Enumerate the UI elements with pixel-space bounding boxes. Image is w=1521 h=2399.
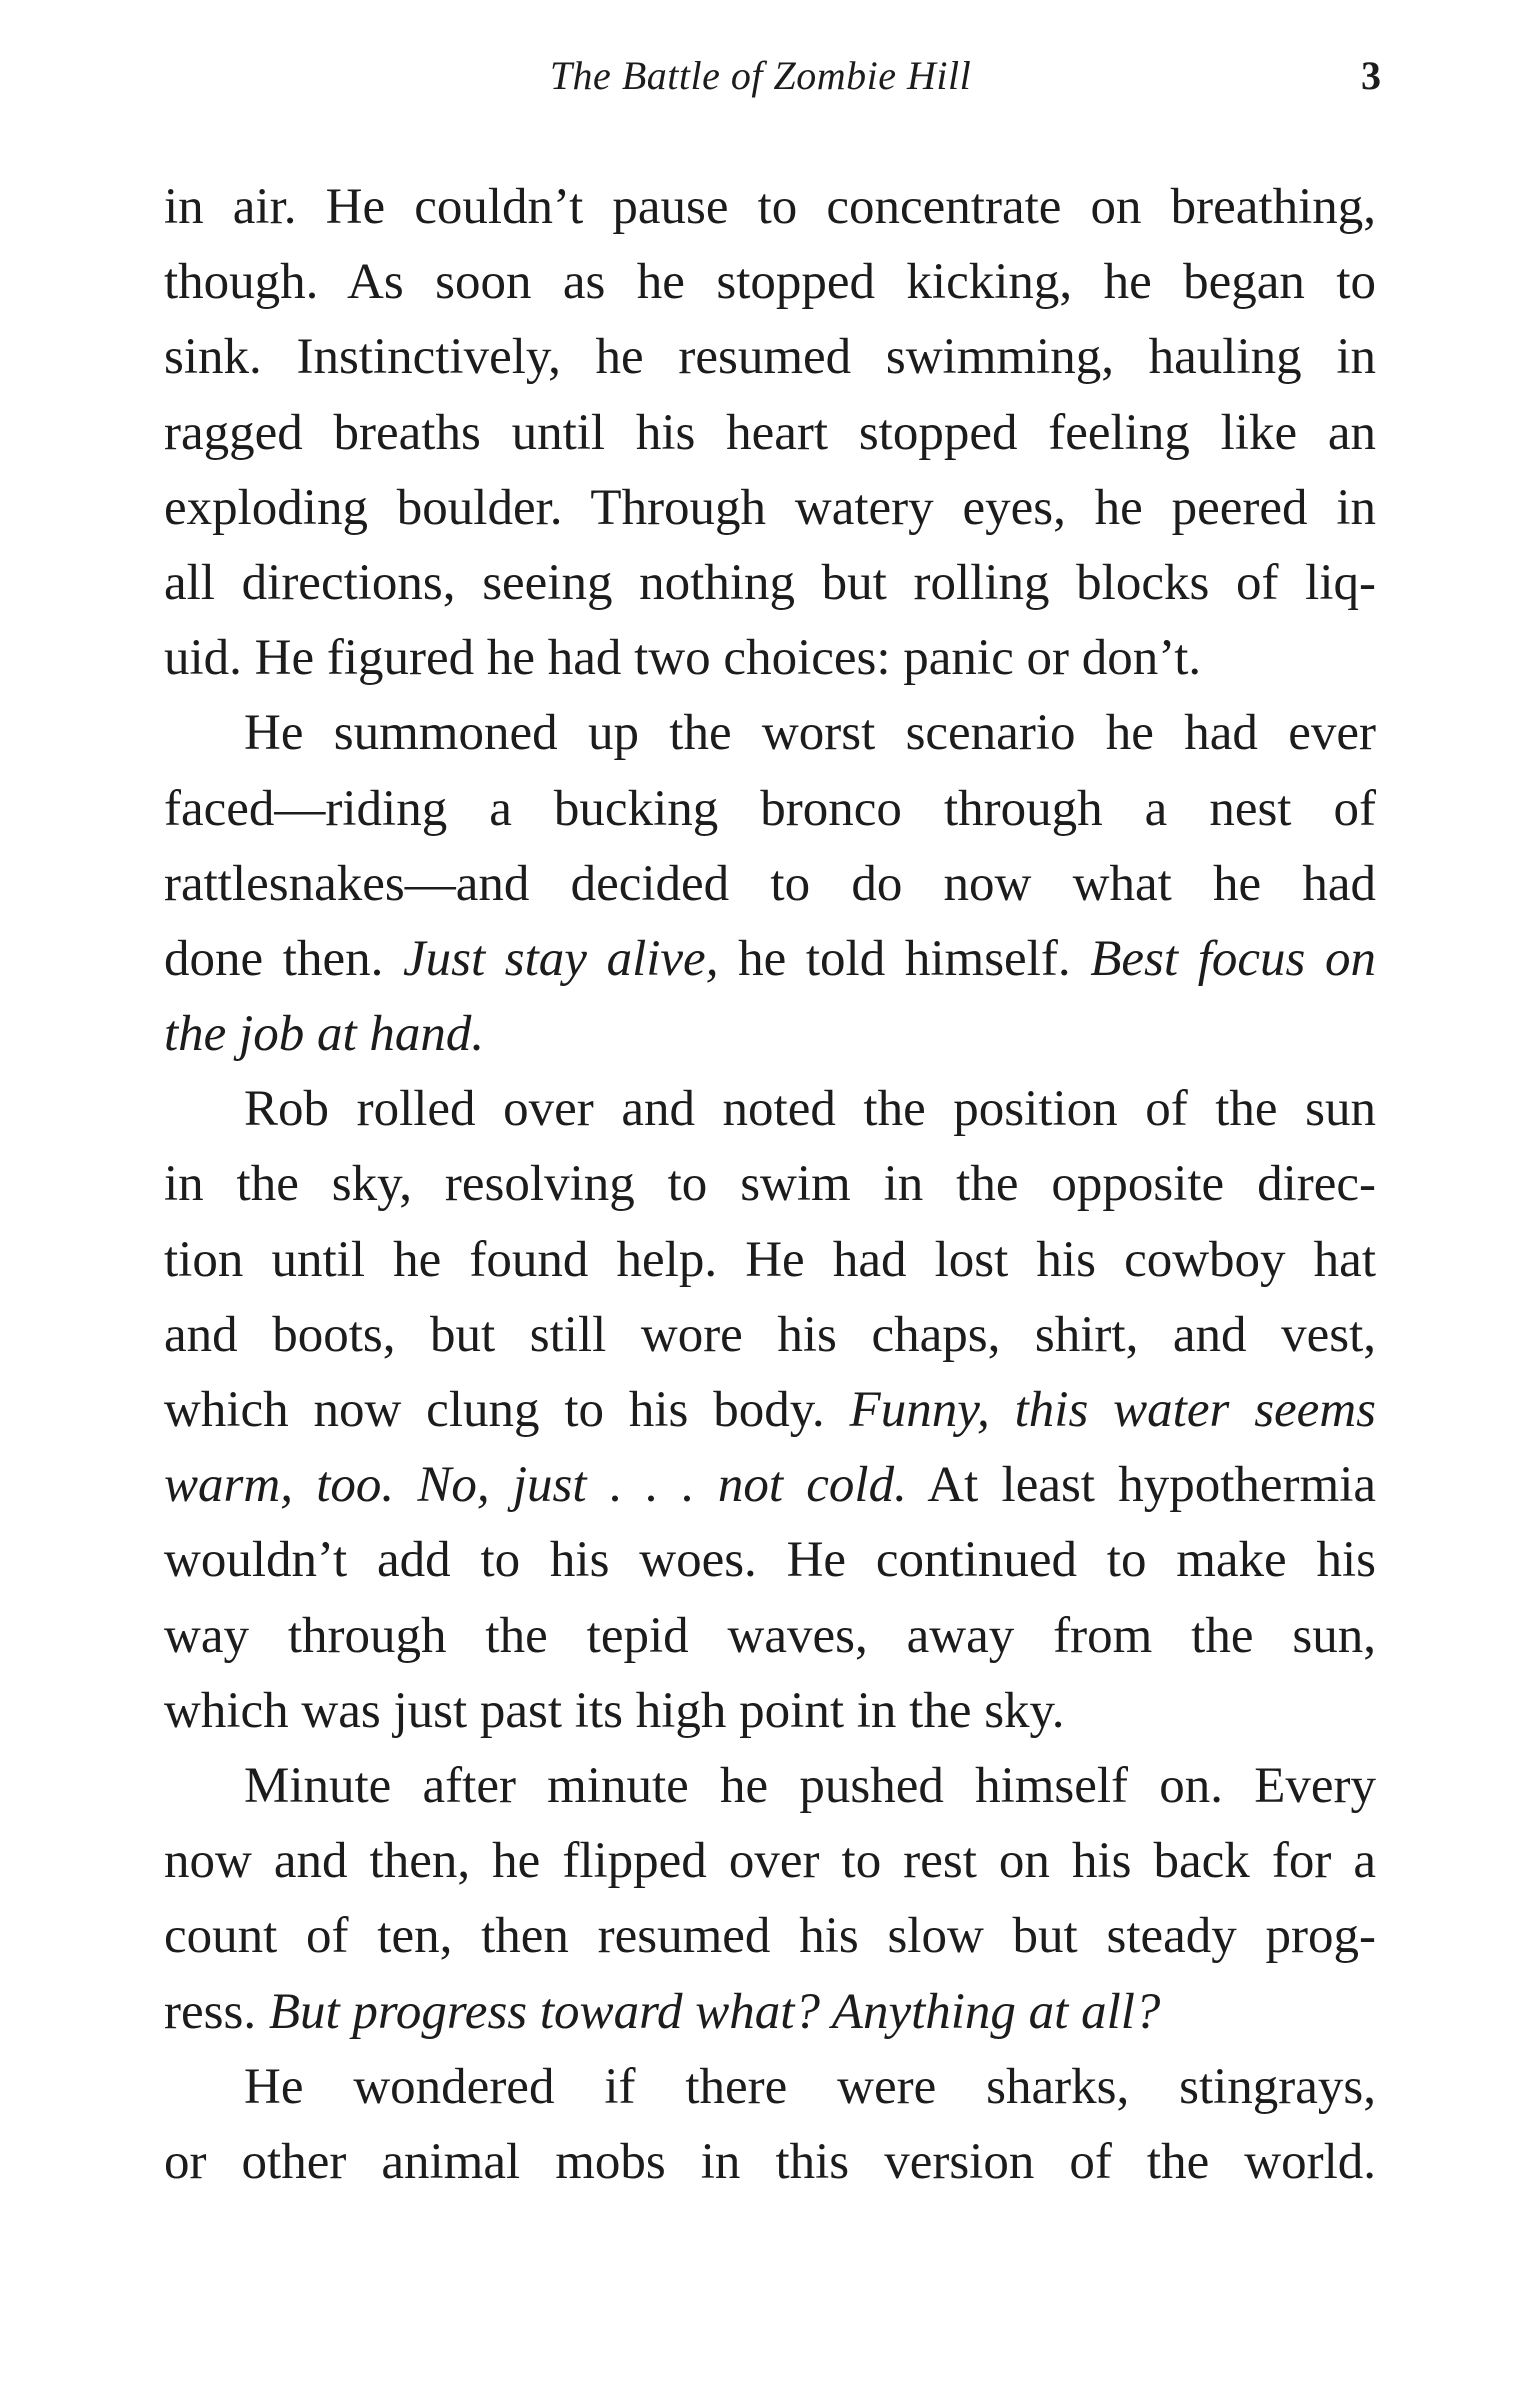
page-number: 3 bbox=[1361, 53, 1381, 98]
text-line: ress. But progress toward what? Anything at all? bbox=[164, 1983, 1161, 2040]
text-line: in the sky, resolving to swim in the opposite direc- bbox=[164, 1156, 1376, 1213]
text-line: Minute after minute he pushed himself on. Every bbox=[244, 1757, 1376, 1814]
text-line: faced—riding a bucking bronco through a nest of bbox=[164, 780, 1376, 837]
text-line: or other animal mobs in this version of the world. bbox=[164, 2133, 1376, 2190]
text-line: sink. Instinctively, he resumed swimming, hauling in bbox=[164, 329, 1376, 386]
text-line: count of ten, then resumed his slow but steady prog- bbox=[164, 1908, 1376, 1965]
text-line: which was just past its high point in the sky. bbox=[164, 1682, 1065, 1739]
text-line: uid. He figured he had two choices: panic or don’t. bbox=[164, 630, 1202, 687]
running-title: The Battle of Zombie Hill bbox=[549, 53, 972, 98]
text-line: and boots, but still wore his chaps, shirt, and vest, bbox=[164, 1306, 1376, 1363]
body-text bbox=[164, 170, 1376, 2200]
text-line: all directions, seeing nothing but rolling blocks of liq- bbox=[164, 554, 1376, 611]
text-line: now and then, he flipped over to rest on his back for a bbox=[164, 1833, 1376, 1890]
text-line: tion until he found help. He had lost his cowboy hat bbox=[164, 1231, 1376, 1288]
text-line: in air. He couldn’t pause to concentrate on breathing, bbox=[164, 179, 1376, 235]
text-line: wouldn’t add to his woes. He continued to make his bbox=[164, 1532, 1376, 1589]
text-line: He summoned up the worst scenario he had ever bbox=[244, 705, 1376, 762]
text-line: rattlesnakes—and decided to do now what he had bbox=[164, 855, 1376, 912]
text-line: which now clung to his body. Funny, this water seems bbox=[164, 1382, 1376, 1438]
text-line: Rob rolled over and noted the position of the sun bbox=[244, 1081, 1376, 1138]
text-line: done then. Just stay alive, he told himself. Best focus on bbox=[164, 930, 1376, 987]
text-line: He wondered if there were sharks, stingrays, bbox=[244, 2058, 1376, 2115]
running-head bbox=[0, 52, 1521, 112]
text-line: warm, too. No, just . . . not cold. At least hypothermia bbox=[164, 1457, 1376, 1514]
text-line: way through the tepid waves, away from the sun, bbox=[164, 1607, 1376, 1664]
text-line: the job at hand. bbox=[164, 1006, 485, 1063]
text-line: ragged breaths until his heart stopped feeling like an bbox=[164, 404, 1376, 461]
text-line: exploding boulder. Through watery eyes, he peered in bbox=[164, 479, 1376, 536]
text-line: though. As soon as he stopped kicking, he began to bbox=[164, 254, 1376, 311]
